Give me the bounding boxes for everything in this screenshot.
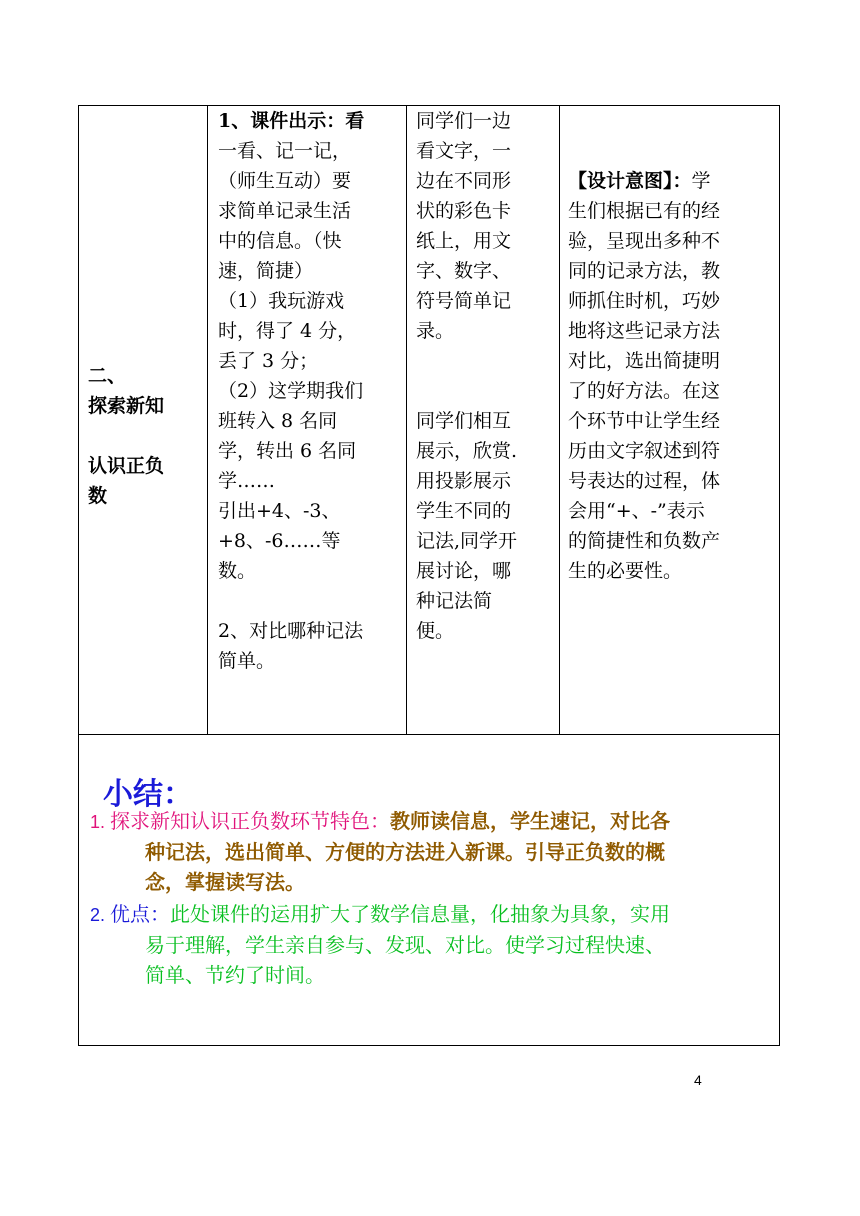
student-line: 种记法简 [416,590,493,612]
summary-item-2 [79,899,775,990]
summary-item-2-text: 此处课件的运用扩大了数学信息量，化抽象为具象，实用 [170,902,670,926]
student-line: 录。 [416,320,455,342]
activity-line: 简单。 [218,650,276,672]
intent-line: 师抓住时机，巧妙 [568,290,721,312]
summary-item-1-text: 念，掌握读写法。 [145,870,305,894]
column-divider-2 [406,106,407,734]
student-line: 边在不同形 [416,170,512,192]
activity-line: 2、对比哪种记法 [218,620,364,642]
stage-title: 探索新知 [88,395,165,417]
summary-item-1-text: 种记法，选出简单、方便的方法进入新课。引导正负数的概 [145,840,665,864]
activity-line: 求简单记录生活 [218,200,352,222]
intent-line: 同的记录方法，教 [568,260,721,282]
activity-line: 一看、记一记， [218,140,352,162]
student-line: 便。 [416,620,455,642]
intent-line: 生们根据已有的经 [568,200,721,222]
design-intent-label: 【设计意图】： [568,170,692,192]
student-line: 看文字，一 [416,140,512,162]
row-divider [79,734,779,735]
design-intent-cell [568,166,763,586]
intent-line: 地将这些记录方法 [568,320,721,342]
intent-line: 号表达的过程，体 [568,470,721,492]
activity-line: 速，简捷） [218,260,314,282]
intent-line: 验，呈现出多种不 [568,230,721,252]
student-line: 符号简单记 [416,290,512,312]
student-line: 状的彩色卡 [416,200,512,222]
student-line: 展示，欣赏. [416,440,518,462]
activity-line: 数。 [218,560,257,582]
activity-line: （师生互动）要 [218,170,352,192]
activity-line: 引出+4、-3、 [218,500,341,522]
intent-line: 的简捷性和负数产 [568,530,721,552]
teacher-activity-cell [218,106,403,676]
stage-subtitle-line2: 数 [88,485,108,507]
activity-line: 学，转出 6 名同 [218,440,357,462]
intent-line: 会用“+、-”表示 [568,500,705,522]
intent-line: 对比，选出简捷明 [568,350,721,372]
stage-cell [88,361,198,511]
activity-line: 班转入 8 名同 [218,410,338,432]
summary-item-1-text: 教师读信息，学生速记，对比各 [390,809,670,833]
lesson-table [78,105,780,1046]
intent-line: 了的好方法。在这 [568,380,721,402]
activity-line: （2）这学期我们 [218,380,364,402]
student-line: 同学们相互 [416,410,512,432]
summary-item-2-label: 优点： [110,902,170,926]
summary-item-1-line [79,806,775,837]
stage-number: 二、 [88,365,127,387]
activity-line: 学…… [218,470,276,492]
summary-item-2-number: 2. [90,905,106,925]
activity-line: 时，得了 4 分， [218,320,357,342]
student-line: 学生不同的 [416,500,512,522]
summary-item-1-label: 探求新知认识正负数环节特色： [110,809,390,833]
column-divider-1 [207,106,208,734]
intent-line: 历由文字叙述到符 [568,440,721,462]
summary-item-1-number: 1. [90,812,106,832]
summary-item-2-text: 易于理解，学生亲自参与、发现、对比。使学习过程快速、 [145,933,665,957]
student-line: 字、数字、 [416,260,512,282]
intent-text: 学 [691,170,711,192]
activity-line: （1）我玩游戏 [218,290,345,312]
summary-item-1 [79,806,775,897]
activity-line: 中的信息。（快 [218,230,342,252]
student-line: 记法,同学开 [416,530,518,552]
activity-line: 丢了 3 分； [218,350,319,372]
summary-item-2-line [79,899,775,930]
intent-line: 生的必要性。 [568,560,683,582]
stage-subtitle-line1: 认识正负 [88,455,165,477]
column-divider-3 [559,106,560,734]
student-line: 纸上，用文 [416,230,512,252]
student-line: 展讨论，哪 [416,560,512,582]
intent-line: 个环节中让学生经 [568,410,721,432]
activity-line: +8、-6……等 [218,530,341,552]
activity-line: 1、课件出示：看 [218,110,365,132]
summary-item-2-text: 简单、节约了时间。 [145,963,325,987]
student-line: 用投影展示 [416,470,512,492]
page-number: 4 [694,1072,702,1088]
student-line: 同学们一边 [416,110,512,132]
summary-title: 小结： [103,777,193,812]
intent-line [568,166,763,196]
student-activity-cell [416,106,556,646]
